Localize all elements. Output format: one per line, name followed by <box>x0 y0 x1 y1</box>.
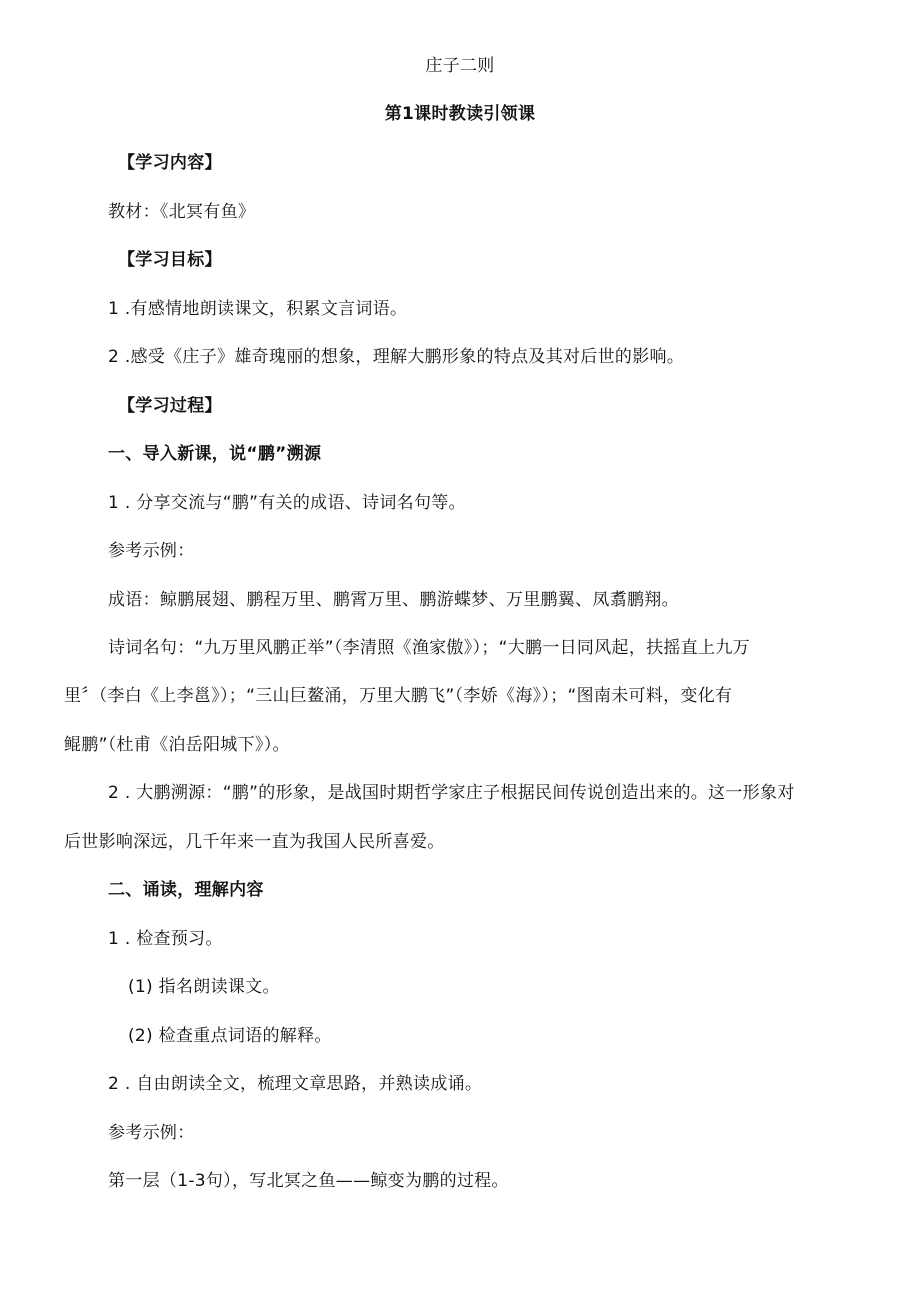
part1-heading: 一、导入新课，说“鹏”溯源 <box>108 444 322 464</box>
poems-line-2: 里〞（李白《上李邕》）；“三山巨鳌涌，万里大鹏飞”（李娇《海》）；“图南未可料，变化有 <box>64 686 733 706</box>
section-heading-goals: 【学习目标】 <box>118 250 222 270</box>
material-line: 教材：《北冥有鱼》 <box>108 202 256 222</box>
part1-item-2-line-1: 2 . 大鹏溯源：“鹏”的形象，是战国时期哲学家庄子根据民间传说创造出来的。这一形象对 <box>108 783 795 803</box>
reference-example-label-2: 参考示例： <box>108 1123 195 1143</box>
part2-item-2: 2 . 自由朗读全文，梳理文章思路，并熟读成诵。 <box>108 1074 483 1094</box>
idioms-line: 成语：鲸鹏展翅、鹏程万里、鹏霄万里、鹏游蝶梦、万里鹏翼、凤翥鹏翔。 <box>108 590 679 610</box>
section-heading-process: 【学习过程】 <box>118 396 222 416</box>
part2-heading: 二、诵读，理解内容 <box>108 880 264 900</box>
part2-subitem-2: (2) 检查重点词语的解释。 <box>128 1026 332 1046</box>
part2-subitem-1: (1) 指名朗读课文。 <box>128 977 280 997</box>
part1-item-1: 1 . 分享交流与“鹏”有关的成语、诗词名句等。 <box>108 493 466 513</box>
goal-item-2: 2 .感受《庄子》雄奇瑰丽的想象，理解大鹏形象的特点及其对后世的影响。 <box>108 347 685 367</box>
part2-item-1: 1 . 检查预习。 <box>108 929 223 949</box>
layer-1-line: 第一层（1-3句），写北冥之鱼——鲸变为鹏的过程。 <box>108 1171 509 1191</box>
goal-item-1: 1 .有感情地朗读课文，积累文言词语。 <box>108 299 408 319</box>
lesson-subtitle: 第1课时教读引领课 <box>384 104 536 124</box>
poems-line-1: 诗词名句：“九万里风鹏正举”（李清照《渔家傲》）；“大鹏一日同风起，扶摇直上九万 <box>108 638 750 658</box>
poems-line-3: 鲲鹏”（杜甫《泊岳阳城下》）。 <box>64 735 290 755</box>
reference-example-label: 参考示例： <box>108 541 195 561</box>
page-title: 庄子二则 <box>425 56 495 76</box>
part1-item-2-line-2: 后世影响深远，几千年来一直为我国人民所喜爱。 <box>64 832 445 852</box>
section-heading-content: 【学习内容】 <box>118 153 222 173</box>
